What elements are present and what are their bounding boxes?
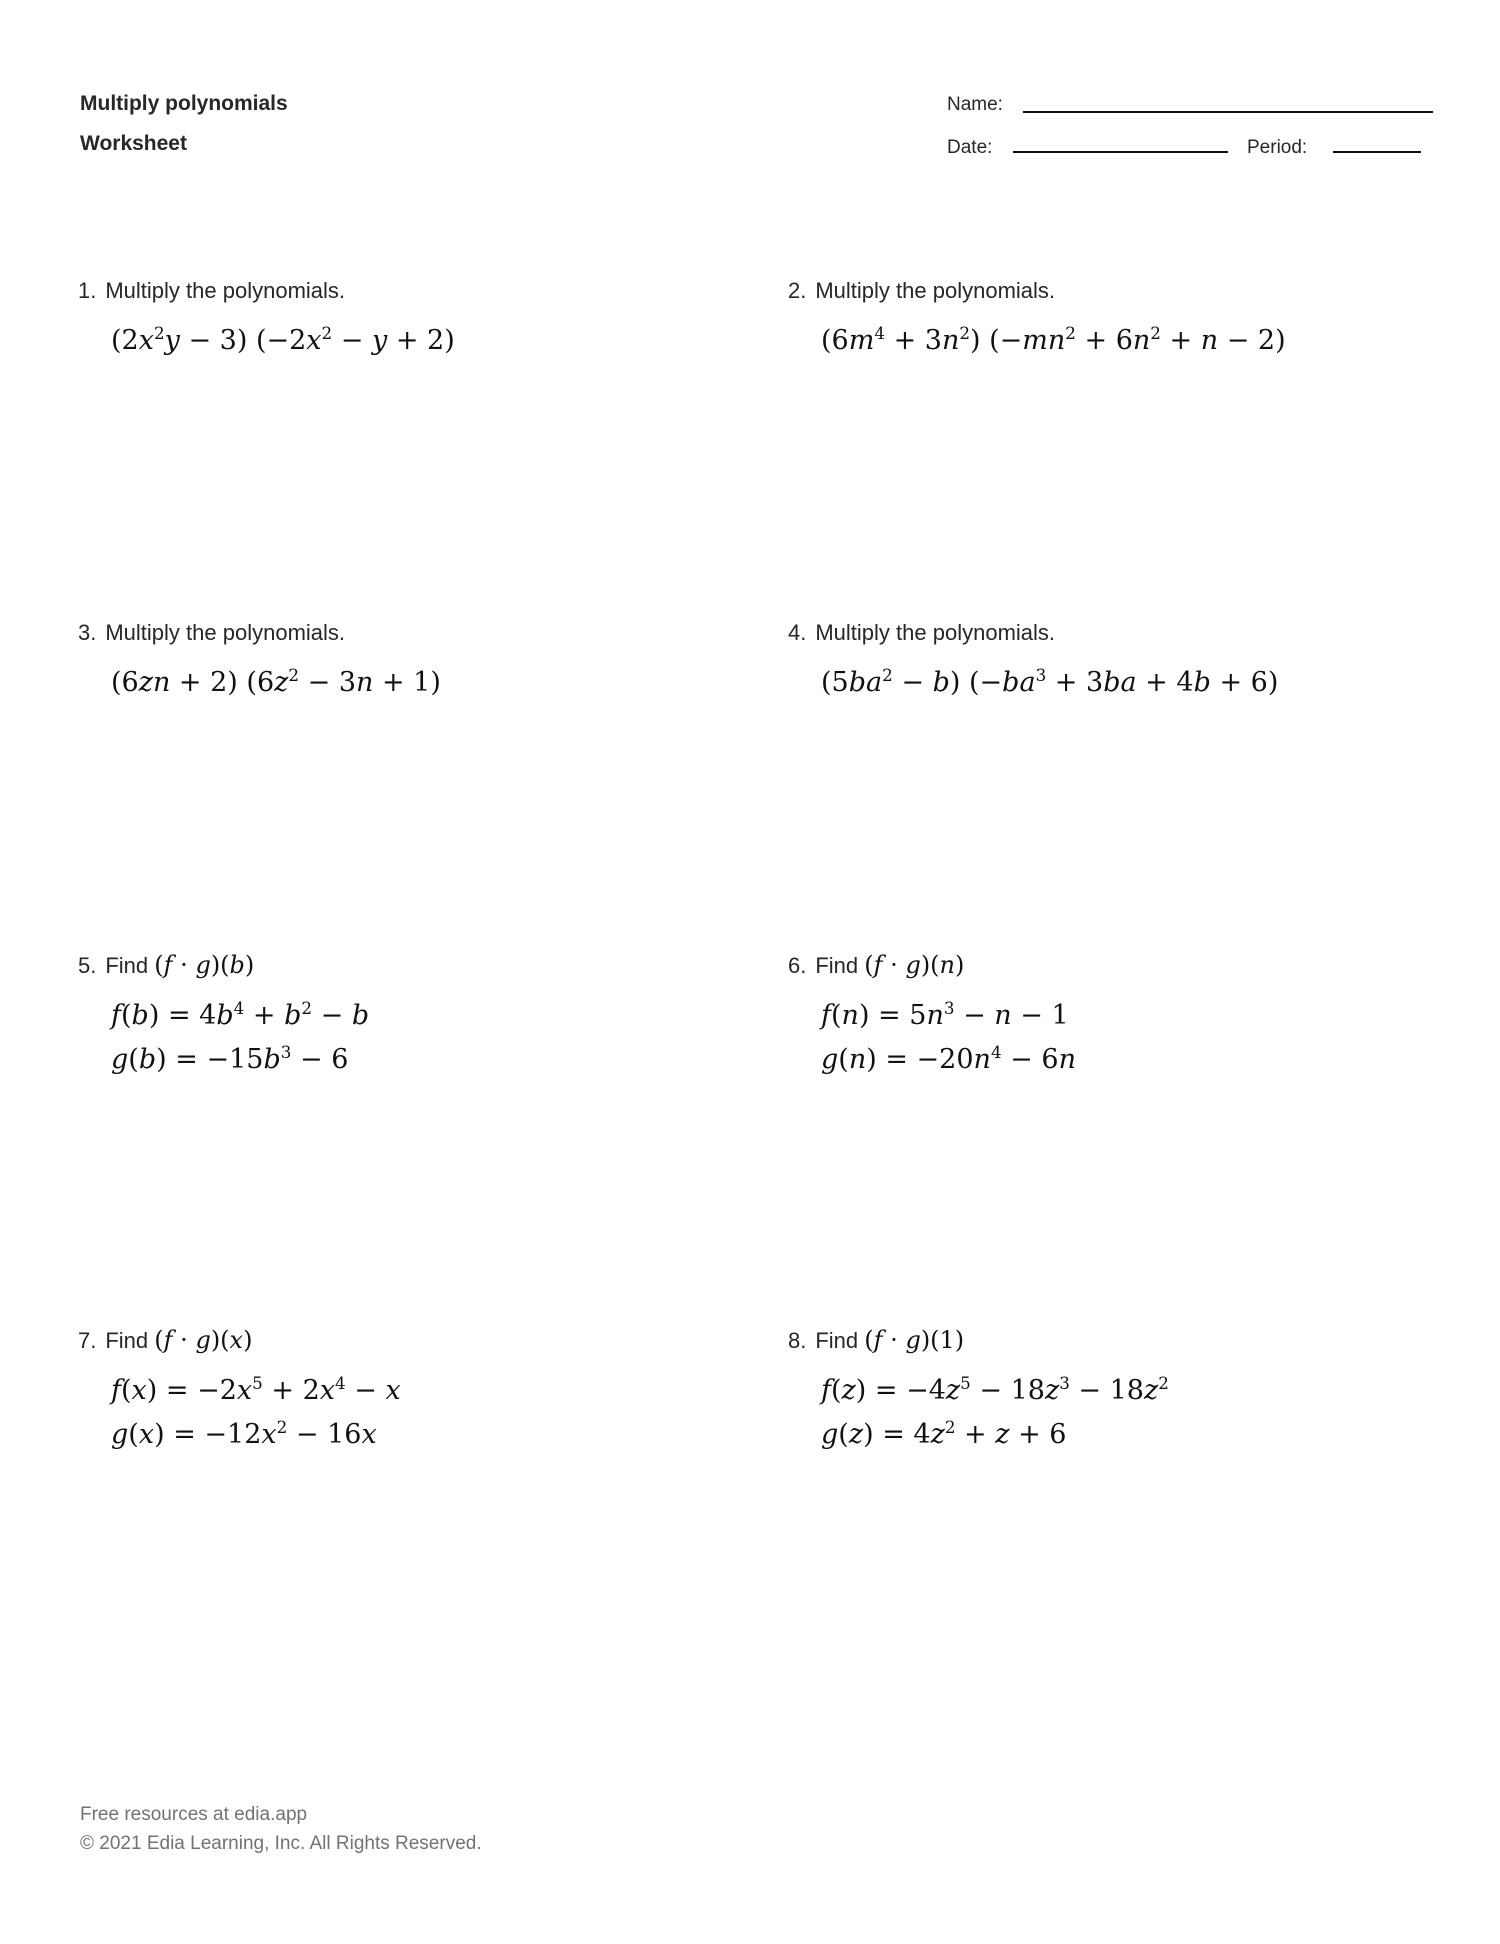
math-expression-g: $g(n) = -20n^4 - 6n$ xyxy=(821,1042,1076,1075)
date-label: Date: xyxy=(947,137,993,158)
math-expression: $(2x^2y - 3) (-2x^2 - y + 2)$ xyxy=(111,323,455,356)
problem-number: 3. xyxy=(78,620,97,645)
title-line-1: Multiply polynomials xyxy=(80,92,288,115)
footer-resources: Free resources at edia.app xyxy=(80,1804,308,1825)
problem-number: 7. xyxy=(78,1328,97,1353)
problem-number: 5. xyxy=(78,953,97,978)
problem-2-prompt-line xyxy=(788,276,1448,306)
problem-number: 6. xyxy=(788,953,807,978)
problem-7-prompt-line xyxy=(78,1325,738,1356)
date-line xyxy=(1013,151,1228,153)
problem-number: 2. xyxy=(788,278,807,303)
name-line xyxy=(1023,111,1433,113)
problem-6-prompt-line xyxy=(788,950,1448,981)
problem-prompt: Find xyxy=(105,1328,149,1353)
math-expression-g: $g(x) = -12x^2 - 16x$ xyxy=(111,1417,377,1450)
problem-prompt: Multiply the polynomials. xyxy=(105,620,346,645)
name-label: Name: xyxy=(947,94,1003,115)
math-expression-f: $f(n) = 5n^3 - n - 1$ xyxy=(821,998,1069,1031)
prompt-math: (f · g)(x) xyxy=(154,1326,253,1354)
math-expression: $(6m^4 + 3n^2) (-mn^2 + 6n^2 + n - 2)$ xyxy=(821,323,1286,356)
problem-3 xyxy=(78,618,738,705)
prompt-math: (f · g)(1) xyxy=(864,1326,965,1354)
math-expression-g: $g(b) = -15b^3 - 6$ xyxy=(111,1042,349,1075)
problem-7 xyxy=(78,1325,738,1457)
period-line xyxy=(1333,151,1421,153)
problem-prompt: Find xyxy=(815,1328,859,1353)
problem-number: 1. xyxy=(78,278,97,303)
prompt-math: (f · g)(n) xyxy=(864,951,965,979)
problem-prompt: Find xyxy=(105,953,149,978)
math-expression-f: $f(x) = -2x^5 + 2x^4 - x$ xyxy=(111,1373,401,1406)
problem-4 xyxy=(788,618,1448,705)
prompt-math: (f · g)(b) xyxy=(154,951,255,979)
period-label: Period: xyxy=(1247,137,1308,158)
problem-prompt: Multiply the polynomials. xyxy=(105,278,346,303)
problem-prompt: Find xyxy=(815,953,859,978)
problem-number: 4. xyxy=(788,620,807,645)
problem-1 xyxy=(78,276,738,363)
math-expression-g: $g(z) = 4z^2 + z + 6$ xyxy=(821,1417,1067,1450)
math-expression: $(5ba^2 - b) (-ba^3 + 3ba + 4b + 6)$ xyxy=(821,665,1279,698)
problem-1-prompt-line xyxy=(78,276,738,306)
worksheet-title xyxy=(80,84,288,164)
problem-5 xyxy=(78,950,738,1082)
title-line-2: Worksheet xyxy=(80,132,187,155)
math-expression-f: $f(b) = 4b^4 + b^2 - b$ xyxy=(111,998,370,1031)
problem-8 xyxy=(788,1325,1448,1457)
problem-number: 8. xyxy=(788,1328,807,1353)
math-expression: (6zn + 2) $(6z^2 - 3n + 1)$ xyxy=(111,665,441,698)
footer-copyright: © 2021 Edia Learning, Inc. All Rights Reserved. xyxy=(80,1832,482,1854)
problem-4-prompt-line xyxy=(788,618,1448,648)
problem-3-prompt-line xyxy=(78,618,738,648)
problem-5-prompt-line xyxy=(78,950,738,981)
problem-prompt: Multiply the polynomials. xyxy=(815,620,1056,645)
problem-8-prompt-line xyxy=(788,1325,1448,1356)
math-expression-f: $f(z) = -4z^5 - 18z^3 - 18z^2$ xyxy=(821,1373,1169,1406)
problem-2 xyxy=(788,276,1448,363)
footer xyxy=(80,1801,482,1858)
problem-6 xyxy=(788,950,1448,1082)
problem-prompt: Multiply the polynomials. xyxy=(815,278,1056,303)
